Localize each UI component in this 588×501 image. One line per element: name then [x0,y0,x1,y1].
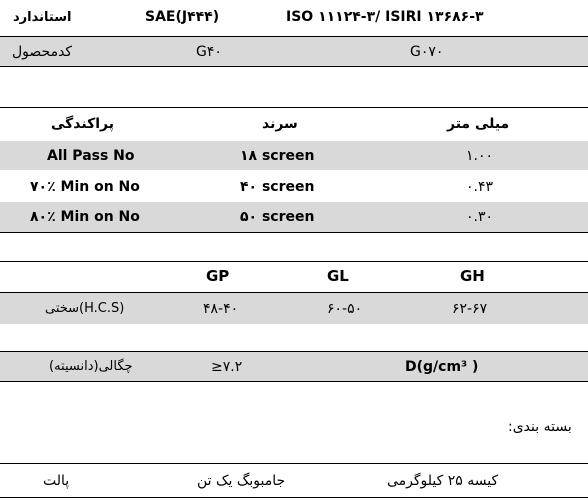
density-row [0,352,588,381]
packaging-label: بسته بندی: [508,419,572,435]
sieve-dispersion-value: ۷۰٪ Min on No [30,178,140,195]
grade-gh-header: GH [460,267,485,285]
divider [0,381,588,382]
standard-row [0,0,588,34]
sieve-header: سرند [262,116,298,132]
density-label: چگالی(دانسیته) [49,359,133,374]
sieve-screen-value: ۴۰ screen [240,178,315,195]
standard-label: استاندارد [13,9,72,25]
mm-header: میلی متر [447,116,510,132]
sieve-mm-value: ۱.۰۰ [466,147,494,164]
sieve-row-2 [0,172,588,201]
product-code-label: کدمحصول [12,43,73,60]
divider [0,66,588,67]
hardness-gp-value: ۴۸-۴۰ [203,300,239,317]
sieve-mm-value: ۰.۴۳ [466,178,494,195]
grade-gp-header: GP [206,267,230,285]
sieve-screen-value: ۱۸ screen [240,147,315,164]
packaging-label-row [0,415,588,439]
density-value: ≥۷.۲ [211,358,243,375]
packaging-options-row [0,464,588,497]
hardness-row [0,293,588,324]
sieve-screen-value: ۵۰ screen [240,209,315,225]
divider [0,232,588,233]
product-code-row [0,37,588,66]
packaging-jumbo-option: جامبوبگ یک تن [197,472,286,489]
divider [0,497,588,498]
grades-header-row [0,262,588,290]
packaging-bag-option: کیسه ۲۵ کیلوگرمی [387,472,499,489]
dispersion-header: پراکندگی [51,116,115,132]
sieve-header-row [0,108,588,140]
sieve-row-1 [0,141,588,170]
hardness-gh-value: ۶۲-۶۷ [452,300,488,317]
sieve-dispersion-value: ۸۰٪ Min on No [30,209,140,225]
hardness-gl-value: ۶۰-۵۰ [327,300,363,317]
sieve-dispersion-value: All Pass No [47,147,135,164]
iso-standard-text: ISO ۱۱۱۲۴-۳/ ISIRI ۱۳۶۸۶-۳ [286,9,484,25]
sieve-mm-value: ۰.۳۰ [466,209,494,225]
grade-gl-header: GL [327,267,349,285]
hardness-label: سختی(H.C.S) [45,301,125,316]
product-code-1: G۴۰ [196,43,222,60]
sieve-row-3 [0,202,588,232]
product-code-2: G۰۷۰ [410,43,444,60]
packaging-pallet-option: پالت [43,472,70,489]
density-unit: D(g/cm³ ) [405,358,479,375]
sae-standard-text: SAE(J۴۴۴) [145,9,220,25]
